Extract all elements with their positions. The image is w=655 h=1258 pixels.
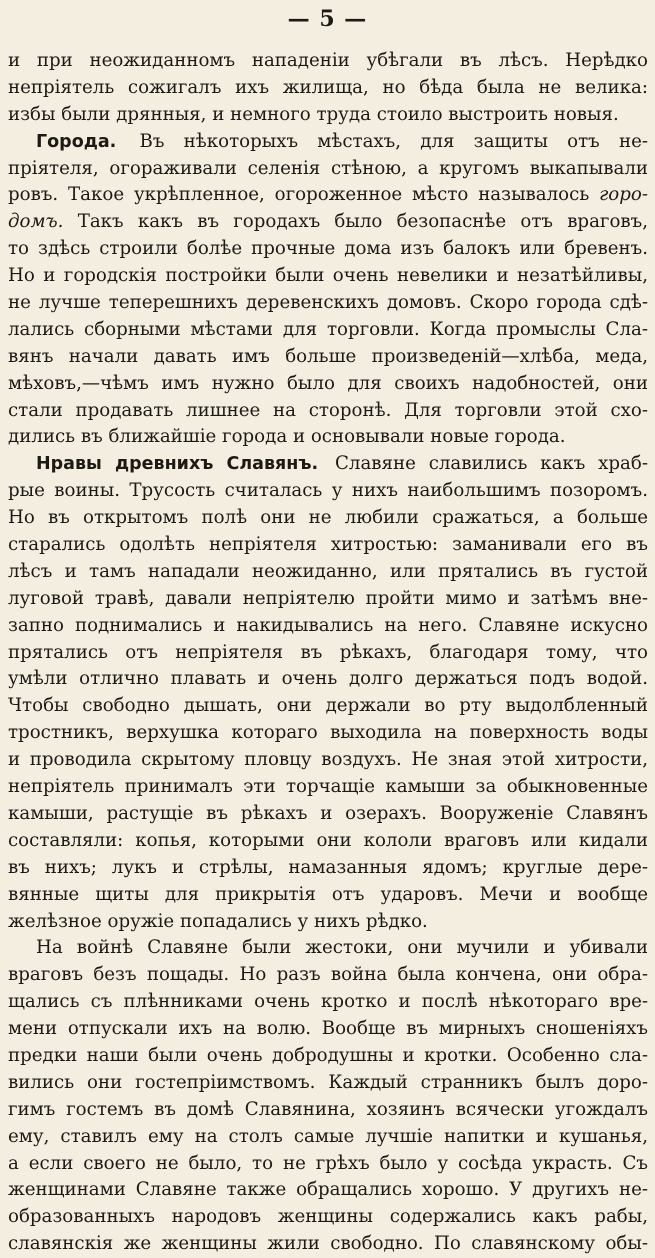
- text-line: [8, 855, 648, 882]
- line-text: предки наши были очень добродушны и кротки. Особенно сла-: [8, 1044, 648, 1066]
- line-text: Но и городскія постройки были очень невелики и незатѣйливы,: [8, 265, 648, 287]
- text-line: [8, 828, 648, 855]
- text-line: [8, 962, 648, 989]
- line-text: составляли: копья, которыми они кололи враговъ или кидали: [8, 829, 648, 851]
- text-line: [8, 182, 648, 209]
- text-line: [8, 1070, 648, 1097]
- line-text: Въ нѣкоторыхъ мѣстахъ, для защиты отъ не-: [139, 130, 648, 152]
- text-line: [8, 559, 648, 586]
- line-text: Но въ открытомъ полѣ они не любили сражаться, а больше: [8, 507, 648, 529]
- line-text: мѣховъ,—чѣмъ имъ нужно было для своихъ надобностей, они: [8, 372, 648, 394]
- line-text: умѣли отлично плавать и очень долго держаться подъ водой.: [8, 668, 648, 690]
- line-text: ровъ. Такое укрѣпленное, огороженное мѣсто называлось: [8, 184, 590, 206]
- text-line: [8, 290, 648, 317]
- line-text: непріятель принималъ эти торчащіе камыши за обыкновенные: [8, 776, 648, 798]
- text-line: [8, 102, 648, 129]
- text-line: [8, 371, 648, 398]
- text-line: [8, 693, 648, 720]
- line-text: Славяне славились какъ храб-: [334, 453, 648, 475]
- text-line: [8, 1177, 648, 1204]
- line-text: избы были дрянныя, и немного труда стоило выстроить новыя.: [8, 103, 619, 125]
- line-text: вянные щиты для прикрытія отъ ударовъ. Мечи и вообще: [8, 883, 648, 905]
- text-line: [8, 1151, 648, 1178]
- text-line: [8, 1204, 648, 1231]
- line-text: Чтобы свободно дышать, они держали во рту выдолбленный: [8, 695, 648, 717]
- line-text: и при неожиданномъ нападеніи убѣгали въ лѣсъ. Нерѣдко: [8, 50, 648, 71]
- line-text: луговой травѣ, давали непріятелю пройти мимо и затѣмъ вне-: [8, 587, 648, 609]
- text-line: [8, 424, 648, 451]
- line-text: щались съ плѣнниками очень кротко и послѣ нѣкотораго вре-: [8, 991, 648, 1013]
- text-line: [8, 666, 648, 693]
- text-line: [8, 129, 648, 156]
- line-text: старались одолѣть непріятеля хитростью: заманивали его въ: [8, 534, 648, 556]
- line-text: желѣзное оружіе попадались у нихъ рѣдко.: [8, 910, 428, 932]
- line-text: и проводила скрытому пловцу воздухъ. Не зная этой хитрости,: [8, 749, 648, 771]
- line-text: вянъ начали давать имъ больше произведеній—хлѣба, меда,: [8, 345, 648, 367]
- text-line: [8, 478, 648, 505]
- line-text: мени отпускали ихъ на волю. Вообще въ мирныхъ сношеніяхъ: [8, 1018, 648, 1040]
- line-text: гимъ гостемъ въ домѣ Славянина, хозяинъ всячески угождалъ: [8, 1098, 648, 1120]
- line-text: вились они гостепріимствомъ. Каждый странникъ былъ доро-: [8, 1071, 648, 1093]
- section-heading: Города.: [36, 131, 117, 152]
- text-line: [8, 720, 648, 747]
- line-text: камыши, растущіе въ рѣкахъ и озерахъ. Вооруженіе Славянъ: [8, 802, 648, 824]
- line-text: лались сборными мѣстами для торговли. Когда промыслы Сла-: [8, 318, 648, 340]
- text-line: [8, 48, 648, 75]
- line-text: не лучше теперешнихъ деревенскихъ домовъ. Скоро города сдѣ-: [8, 292, 648, 314]
- text-line: [8, 909, 648, 936]
- line-text: въ нихъ; лукъ и стрѣлы, намазанныя ядомъ; круглые дере-: [8, 856, 648, 878]
- text-line: [8, 505, 648, 532]
- line-text: прятались отъ непріятеля въ рѣкахъ, благодаря тому, что: [8, 641, 648, 663]
- line-text: образованныхъ народовъ женщины содержались какъ рабы,: [8, 1206, 648, 1228]
- line-text: На войнѣ Славяне были жестоки, они мучили и убивали: [36, 937, 648, 959]
- line-text: запно поднимались и накидывались на него. Славяне искусно: [8, 614, 648, 636]
- text-line: [8, 586, 648, 613]
- text-line: [8, 344, 648, 371]
- text-line: [8, 156, 648, 183]
- text-line: [8, 1097, 648, 1124]
- line-text: пріятеля, огораживали селенія стѣною, а кругомъ выкапывали: [8, 157, 648, 179]
- text-line: [8, 75, 648, 102]
- text-line: [8, 1016, 648, 1043]
- text-line: [8, 209, 648, 236]
- text-line: [8, 532, 648, 559]
- text-line: [8, 640, 648, 667]
- line-text: стали продавать лишнее на сторонѣ. Для торговли этой схо-: [8, 399, 648, 421]
- text-line: [8, 801, 648, 828]
- italic-term: горо-: [599, 184, 648, 206]
- line-text: дились въ ближайшіе города и основывали новые города.: [8, 426, 566, 448]
- text-line: [8, 317, 648, 344]
- text-line: [8, 398, 648, 425]
- line-text: непріятель сожигалъ ихъ жилища, но бѣда была не велика:: [8, 76, 648, 98]
- text-line: [8, 263, 648, 290]
- text-line: [8, 1231, 648, 1258]
- line-text: то здѣсь строили болѣе прочные дома изъ балокъ или бревенъ.: [8, 238, 648, 260]
- page-number: — 5 —: [287, 6, 368, 32]
- section-heading: Нравы древнихъ Славянъ.: [36, 454, 319, 475]
- line-text: ему, ставилъ ему на столъ самые лучшіе напитки и кушанья,: [8, 1125, 648, 1147]
- line-text: женщинами Славяне также обращались хорошо. У другихъ не-: [8, 1179, 648, 1201]
- italic-term: домъ.: [8, 211, 64, 233]
- text-line: [8, 236, 648, 263]
- text-line: [8, 613, 648, 640]
- line-text: враговъ безъ пощады. Но разъ война была кончена, они обра-: [8, 964, 648, 986]
- line-text: тростникъ, верхушка котораго выходила на поверхность воды: [8, 722, 648, 744]
- text-line: [8, 774, 648, 801]
- text-line: [8, 451, 648, 478]
- line-text: славянскія же женщины жили свободно. По славянскому обы-: [8, 1233, 648, 1255]
- line-text: рые воины. Трусость считалась у нихъ наибольшимъ позоромъ.: [8, 480, 648, 502]
- text-line: [8, 989, 648, 1016]
- line-text: а если своего не было, то не грѣхъ было у сосѣда украсть. Съ: [8, 1152, 648, 1174]
- text-line: [8, 935, 648, 962]
- text-line: [8, 1124, 648, 1151]
- text-line: [8, 747, 648, 774]
- line-text: Такъ какъ въ городахъ было безопаснѣе отъ враговъ,: [77, 211, 648, 233]
- line-text: лѣсъ и тамъ нападали неожиданно, или прятались въ густой: [8, 560, 648, 582]
- text-line: [8, 882, 648, 909]
- body-text: [8, 48, 648, 1258]
- text-line: [8, 1043, 648, 1070]
